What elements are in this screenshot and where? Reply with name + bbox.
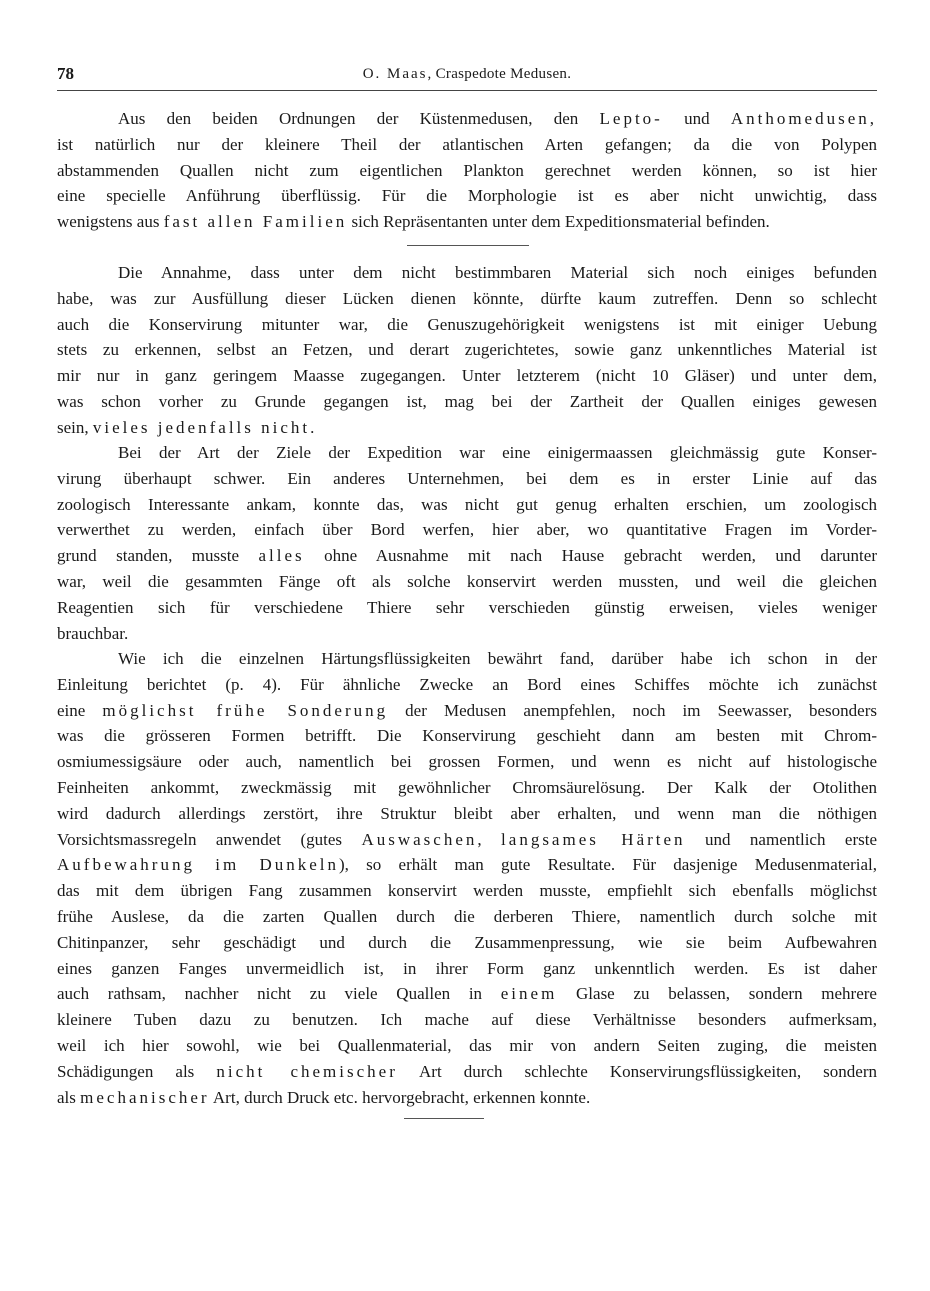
text-run: mir nur in ganz geringem Maasse zugegangen. Unter letzterem (nicht 10 Gläser) und unter dem,	[57, 366, 877, 386]
text-run: Chitinpanzer, sehr geschädigt und durch die Zusammenpressung, wie sie beim Aufbewahren	[57, 932, 877, 952]
text-line	[57, 775, 877, 801]
running-head	[57, 66, 877, 83]
text-line	[57, 543, 877, 569]
text-run: frühe Auslese, da die zarten Quallen durch die derberen Thiere, namentlich durch solche mit	[57, 906, 877, 926]
text-run: Schädigungen als	[57, 1061, 217, 1081]
text-run: das mit dem übrigen Fang zusammen konservirt werden musste, empfiehlt sich ebenfalls möglichst	[57, 881, 877, 901]
spaced-emphasis: nicht chemischer	[216, 1061, 398, 1081]
paragraph-2	[57, 260, 877, 441]
text-run: abstammenden Quallen nicht zum eigentlichen Plankton gerechnet werden können, so ist hier	[57, 160, 877, 180]
running-head-title: , Craspedote Medusen.	[427, 66, 572, 82]
spaced-emphasis: langsames Härten	[501, 829, 686, 849]
text-run: als	[57, 1087, 81, 1107]
text-line	[57, 260, 877, 286]
spaced-emphasis: vieles jedenfalls nicht.	[92, 417, 318, 437]
text-run: Reagentien sich für verschiedene Thiere sehr verschieden günstig erweisen, vieles weniger	[57, 597, 877, 617]
text-line	[57, 930, 877, 956]
text-line	[57, 209, 877, 235]
text-line	[57, 723, 877, 749]
text-line	[57, 466, 877, 492]
text-run: sich Repräsentanten unter dem Expeditionsmaterial befinden.	[347, 212, 770, 232]
end-separator	[404, 1118, 484, 1119]
text-line	[57, 517, 877, 543]
text-line	[57, 956, 877, 982]
text-run: ist natürlich nur der kleinere Theil der atlantischen Arten gefangen; da die von Polypen	[57, 134, 877, 154]
text-run: auch rathsam, nachher nicht zu viele Quallen in	[57, 984, 501, 1004]
text-run: Wie ich die einzelnen Härtungsflüssigkeiten bewährt fand, darüber habe ich schon in der	[118, 649, 877, 668]
section-separator	[407, 245, 529, 246]
text-run: wird dadurch allerdings zerstört, ihre Struktur bleibt aber erhalten, und wenn man die nöthigen	[57, 803, 877, 823]
text-run: Vorsichtsmassregeln anwendet (gutes	[57, 829, 362, 849]
text-run: und namentlich erste	[685, 829, 877, 849]
text-run: was schon vorher zu Grunde gegangen ist, mag bei der Zartheit der Quallen einiges gewesen	[57, 391, 877, 411]
text-run: kleinere Tuben dazu zu benutzen. Ich mache auf diese Verhältnisse besonders aufmerksam,	[57, 1010, 877, 1030]
text-run: wenigstens aus	[57, 212, 164, 232]
text-run: Bei der Art der Ziele der Expedition war eine einigermaassen gleichmässig gute Konser-	[118, 443, 877, 462]
text-run: Einleitung berichtet (p. 4). Für ähnliche Zwecke an Bord eines Schiffes möchte ich zunächst	[57, 674, 877, 694]
page-number: 78	[57, 64, 74, 83]
text-run: ), so erhält man gute Resultate. Für dasjenige Medusenmaterial,	[339, 855, 877, 875]
text-run: ohne Ausnahme mit nach Hause gebracht werden, und darunter	[304, 546, 877, 566]
text-run: auch die Konservirung mitunter war, die Genuszugehörigkeit wenigstens ist mit einiger Uebung	[57, 314, 877, 334]
spaced-emphasis: einem	[500, 984, 558, 1004]
text-line	[57, 106, 877, 132]
spaced-emphasis: Auswaschen	[361, 829, 478, 849]
text-line	[57, 698, 877, 724]
text-line	[57, 646, 877, 672]
text-line	[57, 415, 877, 441]
text-run: verwerthet zu werden, einfach über Bord werfen, hier aber, wo quantitative Fragen im Vorder-	[57, 520, 877, 540]
text-run: habe, was zur Ausfüllung dieser Lücken dienen könnte, dürfte kaum zutreffen. Denn so schlecht	[57, 288, 877, 308]
text-line	[57, 158, 877, 184]
text-run: und	[662, 109, 731, 128]
text-run: Glase zu belassen, sondern mehrere	[557, 984, 877, 1004]
spaced-emphasis: Aufbewahrung im Dunkeln	[57, 855, 339, 875]
text-run: Die Annahme, dass unter dem nicht bestimmbaren Material sich noch einiges befunden	[118, 263, 877, 282]
spaced-emphasis: Anthomedusen,	[730, 109, 877, 128]
text-line	[57, 132, 877, 158]
text-line	[57, 286, 877, 312]
text-line	[57, 337, 877, 363]
text-line	[57, 749, 877, 775]
paragraph-3	[57, 440, 877, 646]
text-line	[57, 621, 877, 647]
header-rule	[57, 90, 877, 91]
text-line	[57, 1033, 877, 1059]
text-run: zoologisch Interessante ankam, konnte das, was nicht gut genug erhalten erschien, um zoologisch	[57, 494, 877, 514]
text-line	[57, 904, 877, 930]
text-line	[57, 878, 877, 904]
text-line	[57, 672, 877, 698]
text-run: grund standen, musste	[57, 546, 259, 566]
spaced-emphasis: fast allen Familien	[163, 212, 348, 232]
text-run: was die grösseren Formen betrifft. Die Konservirung geschieht dann am besten mit Chrom-	[57, 726, 877, 746]
spaced-emphasis: alles	[258, 546, 305, 566]
text-line	[57, 389, 877, 415]
spaced-emphasis: möglichst frühe Sonderung	[102, 700, 389, 720]
text-run: der Medusen anempfehlen, noch im Seewasser, besonders	[388, 700, 877, 720]
paragraph-1	[57, 106, 877, 235]
spaced-emphasis: Lepto-	[599, 109, 663, 128]
text-run: eine	[57, 700, 103, 720]
text-run: stets zu erkennen, selbst an Fetzen, und derart zugerichtetes, sowie ganz unkenntliches Material ist	[57, 340, 877, 360]
running-head-author: O. Maas	[362, 66, 428, 82]
text-run: war, weil die gesammten Fänge oft als solche konservirt werden mussten, und weil die gleichen	[57, 571, 877, 591]
text-line	[57, 183, 877, 209]
text-run: brauchbar.	[57, 623, 129, 643]
text-run: Art, durch Druck etc. hervorgebracht, erkennen konnte.	[209, 1087, 591, 1107]
text-line	[57, 363, 877, 389]
text-run: Feinheiten ankommt, zweckmässig mit gewöhnlicher Chromsäurelösung. Der Kalk der Otolithen	[57, 777, 877, 797]
text-run: weil ich hier sowohl, wie bei Quallenmaterial, das mir von andern Seiten zuging, die meisten	[57, 1035, 877, 1055]
page-header	[57, 64, 877, 88]
text-line	[57, 595, 877, 621]
text-run: virung überhaupt schwer. Ein anderes Unternehmen, bei dem es in erster Linie auf das	[57, 468, 877, 488]
text-line	[57, 1059, 877, 1085]
text-run: eine specielle Anführung überflüssig. Für die Morphologie ist es aber nicht unwichtig, dass	[57, 186, 877, 206]
text-line	[57, 801, 877, 827]
text-run: osmiumessigsäure oder auch, namentlich bei grossen Formen, und wenn es nicht auf histologische	[57, 752, 877, 772]
text-line	[57, 827, 877, 853]
text-line	[57, 981, 877, 1007]
text-run: ,	[477, 829, 502, 849]
text-line	[57, 569, 877, 595]
paragraph-4	[57, 646, 877, 1110]
text-line	[57, 1085, 877, 1111]
text-line	[57, 852, 877, 878]
text-run: eines ganzen Fanges unvermeidlich ist, in ihrer Form ganz unkenntlich werden. Es ist daher	[57, 958, 877, 978]
text-line	[57, 440, 877, 466]
spaced-emphasis: mechanischer	[80, 1087, 210, 1107]
text-line	[57, 492, 877, 518]
text-run: Art durch schlechte Konservirungsflüssigkeiten, sondern	[397, 1061, 877, 1081]
text-run: Aus den beiden Ordnungen der Küstenmedusen, den	[118, 109, 600, 128]
text-line	[57, 312, 877, 338]
text-line	[57, 1007, 877, 1033]
text-run: sein,	[57, 417, 93, 437]
